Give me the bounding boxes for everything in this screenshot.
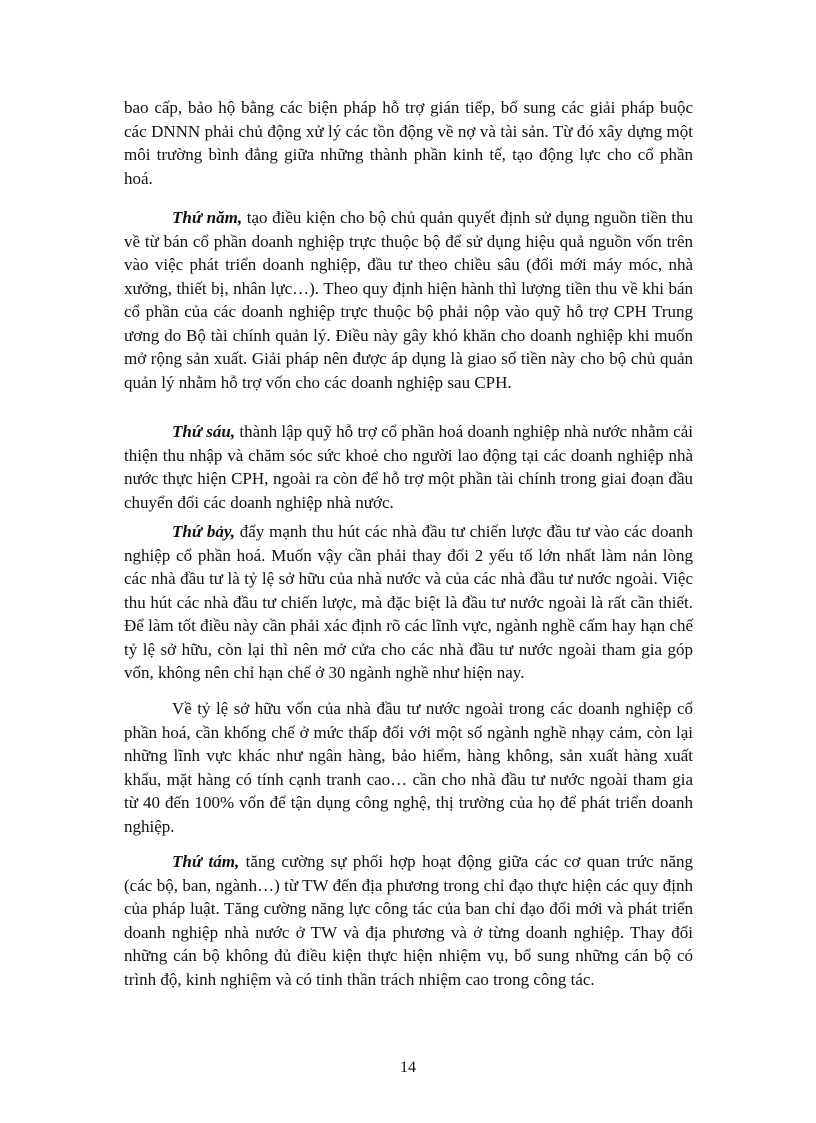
paragraph-thu-nam [124,206,693,394]
page-number: 14 [400,1059,416,1076]
paragraph-1 [124,96,693,190]
paragraph-thu-tam-text: tăng cường sự phối hợp hoạt động giữa các cơ quan trức năng (các bộ, ban, ngành…) từ TW đến địa phương trong chỉ đạo thực hiện các quy định của pháp luật. Tăng cường năng lực công tác của ban chỉ đạo đổi mới và phát triển doanh nghiệp nhà nước ở TW và địa phương và ở từng doanh nghiệp. Thay đổi những cán bộ không đủ điều kiện thực hiện nhiệm vụ, bổ sung những cán bộ có trình độ, kinh nghiệm và có tinh thần trách nhiệm cao trong công tác. [124,852,693,989]
paragraph-thu-bay [124,520,693,685]
paragraph-thu-nam-lead: Thứ năm, [172,208,243,227]
paragraph-thu-sau [124,420,693,514]
paragraph-thu-tam-lead: Thứ tám, [172,852,240,871]
paragraph-ty-le-so-huu-text: Về tỷ lệ sở hữu vốn của nhà đầu tư nước ngoài trong các doanh nghiệp cổ phần hoá, cần khống chế ở mức thấp đối với một số ngành nghề nhạy cảm, còn lại những lĩnh vực khác như ngân hàng, bảo hiểm, hàng không, sản xuất hàng xuất khẩu, mặt hàng có tính cạnh tranh cao… cần cho nhà đầu tư nước ngoài tham gia từ 40 đến 100% vốn để tận dụng công nghệ, thị trường của họ để phát triển doanh nghiệp. [124,699,693,836]
paragraph-1-text: bao cấp, bảo hộ bằng các biện pháp hỗ trợ gián tiếp, bổ sung các giải pháp buộc các DNNN phải chủ động xử lý các tồn động về nợ và tài sản. Từ đó xây dựng một môi trường bình đẳng giữa những thành phần kinh tế, tạo động lực cho cổ phần hoá. [124,98,693,188]
paragraph-thu-sau-text: thành lập quỹ hỗ trợ cổ phần hoá doanh nghiệp nhà nước nhằm cải thiện thu nhập và chăm sóc sức khoẻ cho người lao động tại các doanh nghiệp nhà nước thực hiện CPH, ngoài ra còn để hỗ trợ một phần tài chính trong giai đoạn đầu chuyển đổi các doanh nghiệp nhà nước. [124,422,693,512]
paragraph-thu-tam [124,850,693,991]
paragraph-thu-bay-text: đẩy mạnh thu hút các nhà đầu tư chiến lược đầu tư vào các doanh nghiệp cổ phần hoá. Muốn vậy cần phải thay đổi 2 yếu tố lớn nhất làm nản lòng các nhà đầu tư là tỷ lệ sở hữu của nhà nước và của các nhà đầu tư nước ngoài. Việc thu hút các nhà đầu tư chiến lược, mà đặc biệt là đầu tư nước ngoài là rất cần thiết. Để làm tốt điều này cần phải xác định rõ các lĩnh vực, ngành nghề cấm hay hạn chế tỷ lệ sở hữu, còn lại thì nên mở cửa cho các nhà đầu tư nước ngoài tham gia góp vốn, không nên chỉ hạn chế ở 30 ngành nghề như hiện nay. [124,522,693,682]
paragraph-thu-sau-lead: Thứ sáu, [172,422,236,441]
paragraph-thu-bay-lead: Thứ bảy, [172,522,235,541]
paragraph-ty-le-so-huu [124,697,693,838]
paragraph-thu-nam-text: tạo điều kiện cho bộ chủ quản quyết định sử dụng nguồn tiền thu về từ bán cổ phần doanh nghiệp trực thuộc bộ để sử dụng hiệu quả nguồn vốn trên vào việc phát triển doanh nghiệp, đầu tư theo chiều sâu (đổi mới máy móc, nhà xưởng, thiết bị, nhân lực…). Theo quy định hiện hành thì lượng tiền thu về khi bán cổ phần của các doanh nghiệp trực thuộc bộ phải nộp vào quỹ hỗ trợ CPH Trung ương do Bộ tài chính quản lý. Điều này gây khó khăn cho doanh nghiệp khi muốn mở rộng sản xuất. Giải pháp nên được áp dụng là giao số tiền này cho bộ chủ quản quản lý nhằm hỗ trợ vốn cho các doanh nghiệp sau CPH. [124,208,693,392]
